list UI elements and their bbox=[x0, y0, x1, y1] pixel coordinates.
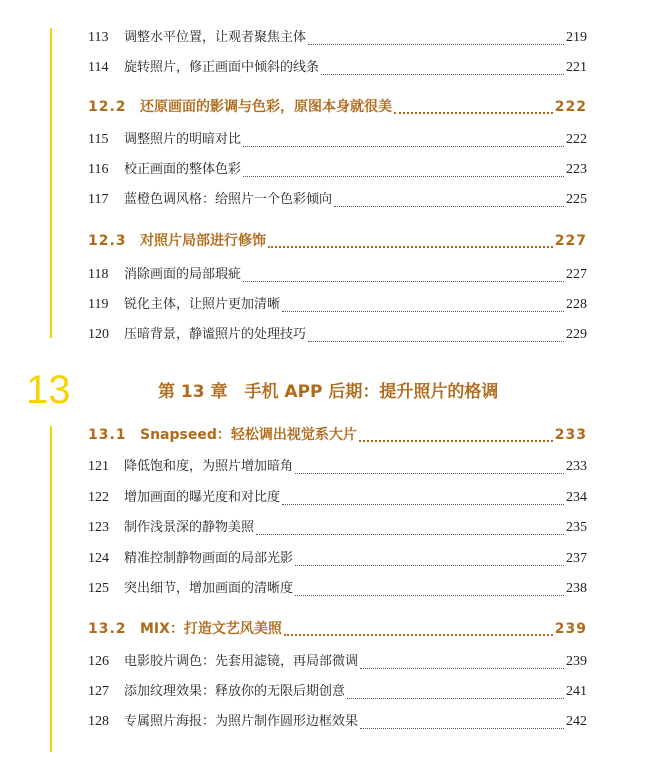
toc-entry-row bbox=[88, 158, 587, 180]
toc-page-number: 233 bbox=[554, 427, 587, 443]
toc-entry-row bbox=[88, 710, 587, 732]
toc-item-title: 锐化主体，让照片更加清晰 bbox=[124, 297, 281, 312]
toc-page-number: 223 bbox=[566, 162, 587, 177]
leader-dots bbox=[295, 594, 564, 596]
toc-entry-row bbox=[88, 455, 587, 477]
leader-dots bbox=[243, 175, 564, 177]
toc-page-number: 239 bbox=[554, 621, 587, 637]
leader-dots bbox=[308, 43, 564, 45]
toc-item-number: 12.3 bbox=[88, 233, 127, 249]
toc-page-number: 241 bbox=[566, 684, 587, 699]
toc-entry-row bbox=[88, 680, 587, 702]
toc-item-number: 113 bbox=[88, 30, 109, 45]
toc-item-number: 114 bbox=[88, 60, 109, 75]
leader-dots bbox=[347, 697, 564, 699]
toc-section-row bbox=[88, 618, 587, 640]
toc-item-title: 电影胶片调色：先套用滤镜，再局部微调 bbox=[124, 654, 359, 669]
toc-item-title: 还原画面的影调与色彩，原图本身就很美 bbox=[140, 99, 392, 115]
toc-item-title: 精准控制静物画面的局部光影 bbox=[124, 551, 294, 566]
toc-entry-row bbox=[88, 56, 587, 78]
toc-item-title: 校正画面的整体色彩 bbox=[124, 162, 242, 177]
leader-dots bbox=[243, 145, 564, 147]
leader-dots bbox=[360, 727, 564, 729]
toc-item-number: 126 bbox=[88, 654, 109, 669]
leader-dots bbox=[295, 564, 564, 566]
leader-dots bbox=[359, 440, 553, 442]
toc-page-number: 219 bbox=[566, 30, 587, 45]
toc-item-title: Snapseed：轻松调出视觉系大片 bbox=[140, 427, 357, 443]
leader-dots bbox=[282, 503, 564, 505]
leader-dots bbox=[282, 310, 564, 312]
leader-dots bbox=[268, 246, 553, 248]
toc-item-number: 115 bbox=[88, 132, 109, 147]
toc-item-title: 消除画面的局部瑕疵 bbox=[124, 267, 242, 282]
toc-page-number: 221 bbox=[566, 60, 587, 75]
leader-dots bbox=[308, 340, 564, 342]
toc-item-title: 降低饱和度，为照片增加暗角 bbox=[124, 459, 294, 474]
leader-dots bbox=[334, 205, 564, 207]
toc-item-number: 128 bbox=[88, 714, 109, 729]
toc-entry-row bbox=[88, 650, 587, 672]
toc-item-title: 对照片局部进行修饰 bbox=[140, 233, 266, 249]
toc-page-number: 228 bbox=[566, 297, 587, 312]
toc-item-number: 120 bbox=[88, 327, 109, 342]
toc-page-number: 222 bbox=[554, 99, 587, 115]
toc-entry-row bbox=[88, 547, 587, 569]
toc-item-title: 增加画面的曝光度和对比度 bbox=[124, 490, 281, 505]
toc-item-title: 调整水平位置，让观者聚焦主体 bbox=[124, 30, 307, 45]
toc-page-number: 227 bbox=[566, 267, 587, 282]
toc-item-title: 蓝橙色调风格：给照片一个色彩倾向 bbox=[124, 192, 333, 207]
toc-item-title: 旋转照片，修正画面中倾斜的线条 bbox=[124, 60, 320, 75]
toc-entry-row bbox=[88, 486, 587, 508]
toc-entry-row bbox=[88, 263, 587, 285]
toc-item-title: 添加纹理效果：释放你的无限后期创意 bbox=[124, 684, 346, 699]
toc-item-title: MIX：打造文艺风美照 bbox=[140, 621, 282, 637]
toc-page-number: 239 bbox=[566, 654, 587, 669]
toc-item-number: 123 bbox=[88, 520, 109, 535]
toc-page-number: 237 bbox=[566, 551, 587, 566]
leader-dots bbox=[295, 472, 564, 474]
toc-page-number: 227 bbox=[554, 233, 587, 249]
toc-item-number: 125 bbox=[88, 581, 109, 596]
toc-item-number: 119 bbox=[88, 297, 109, 312]
toc-entry-row bbox=[88, 323, 587, 345]
toc-item-number: 116 bbox=[88, 162, 109, 177]
toc-entry-row bbox=[88, 516, 587, 538]
toc-entry-row bbox=[88, 188, 587, 210]
toc-item-number: 117 bbox=[88, 192, 109, 207]
toc-item-number: 12.2 bbox=[88, 99, 127, 115]
margin-line-top bbox=[50, 28, 52, 338]
toc-item-title: 调整照片的明暗对比 bbox=[124, 132, 242, 147]
toc-page-number: 238 bbox=[566, 581, 587, 596]
toc-item-number: 122 bbox=[88, 490, 109, 505]
toc-item-title: 突出细节，增加画面的清晰度 bbox=[124, 581, 294, 596]
margin-line-bottom bbox=[50, 426, 52, 752]
toc-entry-row bbox=[88, 128, 587, 150]
toc-page-number: 233 bbox=[566, 459, 587, 474]
leader-dots bbox=[243, 280, 564, 282]
toc-page-number: 229 bbox=[566, 327, 587, 342]
toc-item-number: 13.1 bbox=[88, 427, 127, 443]
leader-dots bbox=[284, 634, 553, 636]
chapter-number: 13 bbox=[26, 368, 71, 412]
toc-entry-row bbox=[88, 26, 587, 48]
leader-dots bbox=[394, 112, 553, 114]
toc-entry-row bbox=[88, 293, 587, 315]
toc-page-number: 234 bbox=[566, 490, 587, 505]
toc-item-title: 制作浅景深的静物美照 bbox=[124, 520, 255, 535]
toc-page-number: 242 bbox=[566, 714, 587, 729]
toc-section-row bbox=[88, 230, 587, 252]
toc-section-row bbox=[88, 96, 587, 118]
toc-page-number: 222 bbox=[566, 132, 587, 147]
toc-entry-row bbox=[88, 577, 587, 599]
leader-dots bbox=[256, 533, 564, 535]
toc-item-number: 121 bbox=[88, 459, 109, 474]
toc-item-number: 118 bbox=[88, 267, 109, 282]
toc-item-title: 压暗背景，静谧照片的处理技巧 bbox=[124, 327, 307, 342]
leader-dots bbox=[321, 73, 564, 75]
chapter-title: 第 13 章 手机 APP 后期：提升照片的格调 bbox=[158, 382, 499, 402]
leader-dots bbox=[360, 667, 564, 669]
toc-section-row bbox=[88, 424, 587, 446]
toc-item-number: 13.2 bbox=[88, 621, 127, 637]
toc-item-title: 专属照片海报：为照片制作圆形边框效果 bbox=[124, 714, 359, 729]
toc-item-number: 127 bbox=[88, 684, 109, 699]
toc-item-number: 124 bbox=[88, 551, 109, 566]
toc-page-number: 225 bbox=[566, 192, 587, 207]
toc-page-number: 235 bbox=[566, 520, 587, 535]
